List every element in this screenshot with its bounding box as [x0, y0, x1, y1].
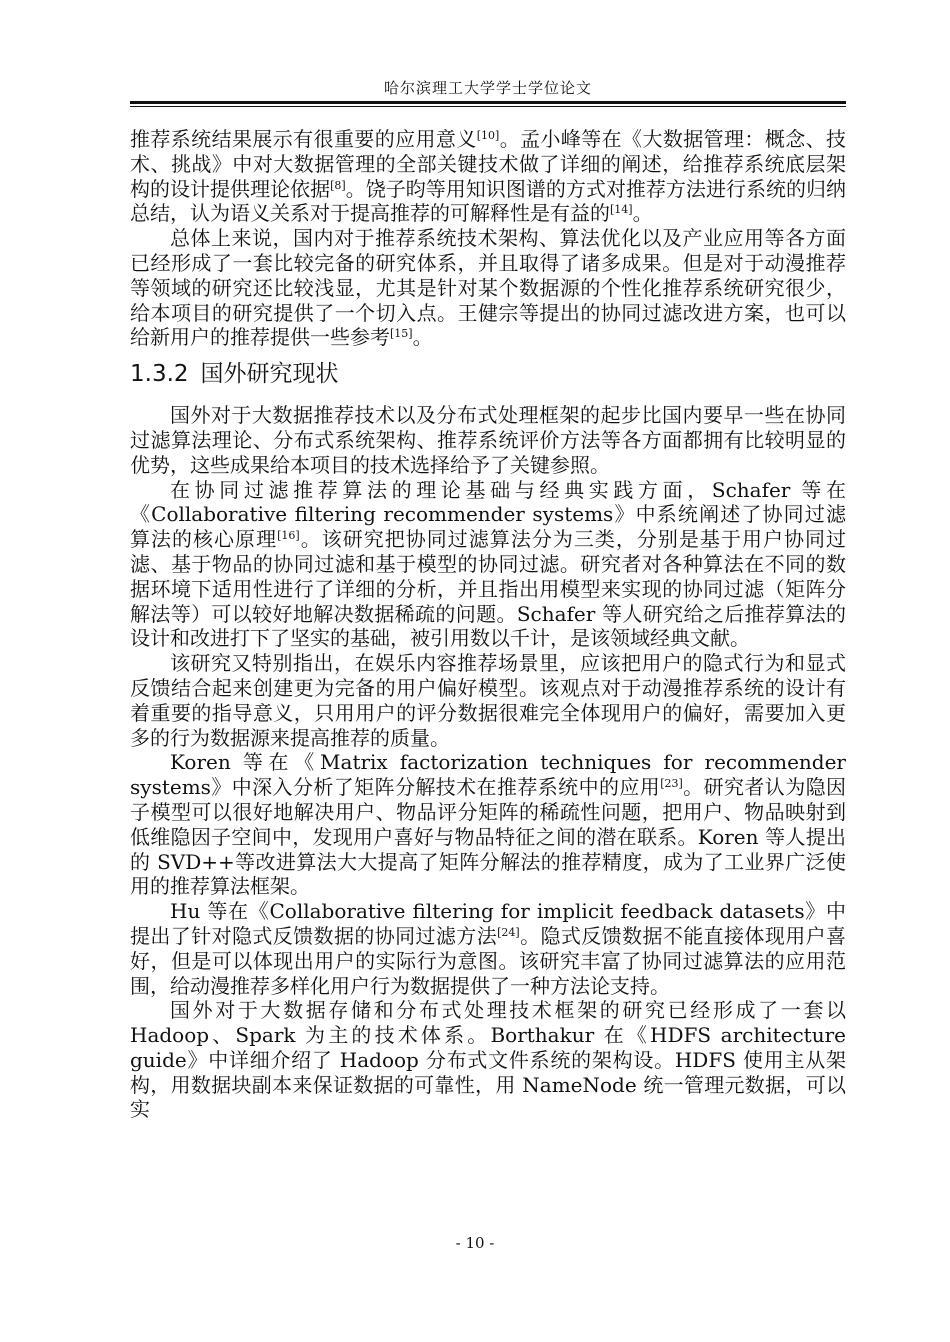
citation-ref: [8] [330, 178, 346, 192]
section-number: 1.3.2 [130, 361, 189, 388]
paragraph: 国外对于大数据推荐技术以及分布式处理框架的起步比国内要早一些在协同过滤算法理论、分布式系统架构、推荐系统评价方法等各方面都拥有比较明显的优势，这些成果给本项目的技术选择给予了关键参照。 [130, 403, 846, 477]
running-header: 哈尔滨理工大学学士学位论文 [383, 79, 592, 97]
paragraph: Koren 等在《Matrix factorization techniques for recommender systems》中深入分析了矩阵分解技术在推荐系统中的应用[23]。研究者认为隐因子模型可以很好地解决用户、物品评分矩阵的稀疏性问题，把用户、物品映射到低维隐因子空间中，发现用户喜好与物品特征之间的潜在联系。Koren 等人提出的 SVD++等改进算法大大提高了矩阵分解法的推荐精度，成为了工业界广泛使用的推荐算法框架。 [130, 750, 846, 899]
paragraph: Hu 等在《Collaborative filtering for implicit feedback datasets》中提出了针对隐式反馈数据的协同过滤方法[24]。隐式反馈数据不能直接体现用户喜好，但是可以体现出用户的实际行为意图。该研究丰富了协同过滤算法的应用范围，给动漫推荐多样化用户行为数据提供了一种方法论支持。 [130, 899, 847, 998]
citation-ref: [24] [497, 925, 520, 939]
paragraph: 在协同过滤推荐算法的理论基础与经典实践方面，Schafer 等在《Collaborative filtering recommender systems》中系统阐述了协同过滤算法的核心原理[16]。该研究把协同过滤算法分为三类，分别是基于用户协同过滤、基于物品的协同过滤和基于模型的协同过滤。研究者对各种算法在不同的数据环境下适用性进行了详细的分析，并且指出用模型来实现的协同过滤（矩阵分解法等）可以较好地解决数据稀疏的问题。Schafer 等人研究给之后推荐算法的设计和改进打下了坚实的基础，被引用数以千计，是该领域经典文献。 [130, 477, 847, 651]
paragraphs-bottom [130, 403, 846, 1122]
section-title: 国外研究现状 [200, 361, 339, 388]
paragraph: 该研究又特别指出，在娱乐内容推荐场景里，应该把用户的隐式行为和显式反馈结合起来创建更为完备的用户偏好模型。该观点对于动漫推荐系统的设计有着重要的指导意义，只用用户的评分数据很难完全体现用户的偏好，需要加入更多的行为数据源来提高推荐的质量。 [130, 651, 846, 750]
paragraph: 总体上来说，国内对于推荐系统技术架构、算法优化以及产业应用等各方面已经形成了一套比较完备的研究体系，并且取得了诸多成果。但是对于动漫推荐等领域的研究还比较浅显，尤其是针对某个数据源的个性化推荐系统研究很少，给本项目的研究提供了一个切入点。王健宗等提出的协同过滤改进方案，也可以给新用户的推荐提供一些参考[15]。 [130, 226, 846, 350]
paragraphs-top [130, 127, 846, 350]
header-rule-thick [130, 101, 846, 104]
citation-ref: [15] [390, 327, 413, 341]
citation-ref: [14] [610, 203, 633, 217]
citation-ref: [16] [277, 529, 300, 543]
citation-ref: [10] [476, 129, 500, 142]
paragraph: 推荐系统结果展示有很重要的应用意义[10]。孟小峰等在《大数据管理：概念、技术、挑战》中对大数据管理的全部关键技术做了详细的阐述，给推荐系统底层架构的设计提供理论依据[8]。饶子昀等用知识图谱的方式对推荐方法进行系统的归纳总结，认为语义关系对于提高推荐的可解释性是有益的[14]。 [130, 127, 847, 226]
page-number: - 10 - [455, 1234, 495, 1252]
section-heading [130, 357, 846, 391]
header-rule-thin [130, 106, 846, 107]
paragraph: 国外对于大数据存储和分布式处理技术框架的研究已经形成了一套以 Hadoop、Spark 为主的技术体系。Borthakur 在《HDFS architecture guide》中详细介绍了 Hadoop 分布式文件系统的架构设。HDFS 使用主从架构，用数据块副本来保证数据的可靠性，用 NameNode 统一管理元数据，可以实 [130, 998, 846, 1122]
body-text [130, 127, 846, 1122]
citation-ref: [23] [660, 777, 683, 791]
